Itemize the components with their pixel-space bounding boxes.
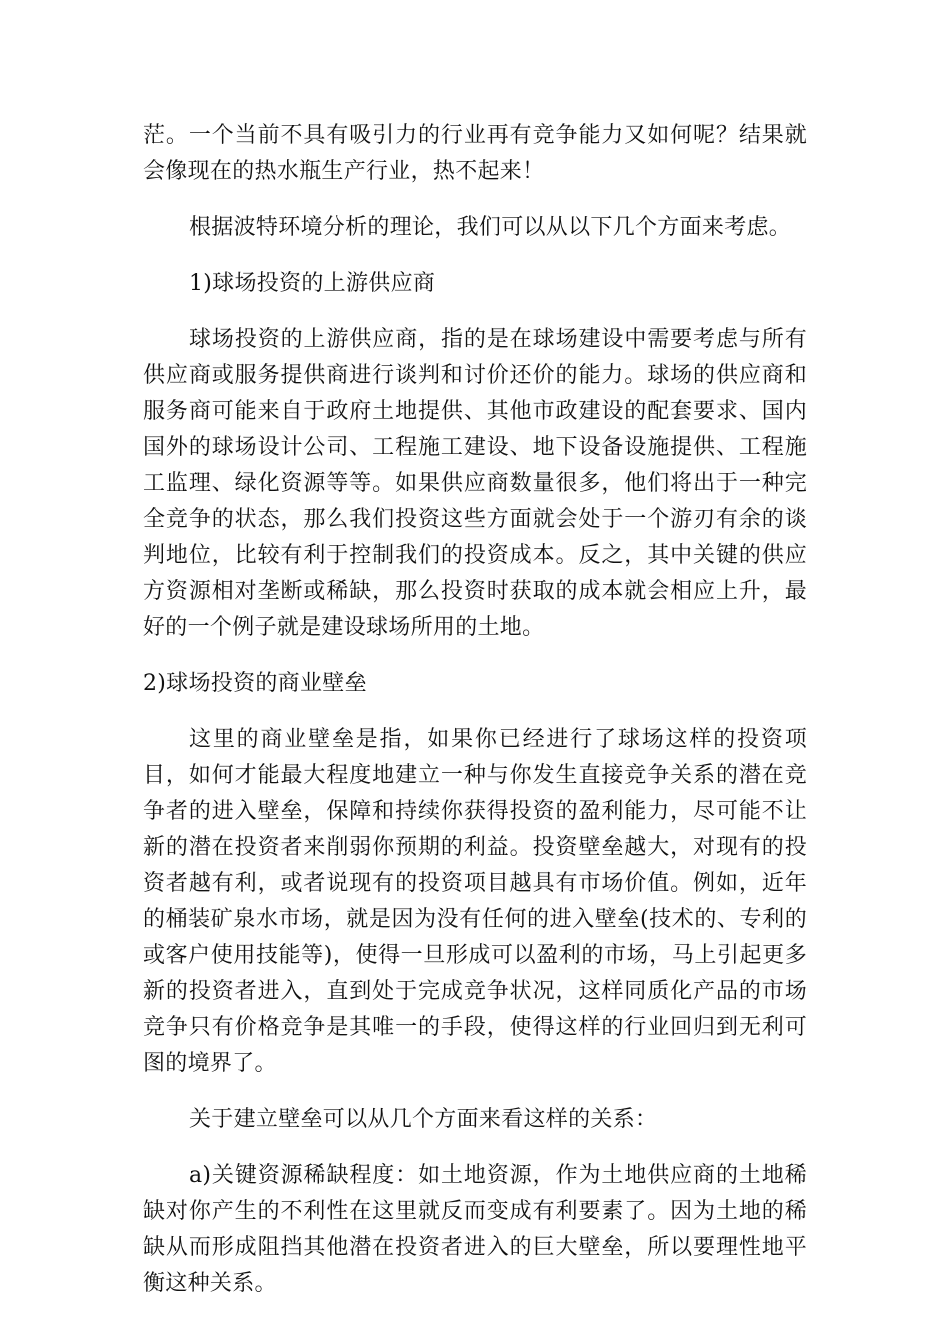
paragraph-key-resource-scarcity: a)关键资源稀缺程度：如土地资源，作为土地供应商的土地稀缺对你产生的不利性在这里就反而变成有利要素了。因为土地的稀缺从而形成阻挡其他潜在投资者进入的巨大壁垒，所以要理性地平衡这种关系。 [143, 1163, 807, 1296]
section-heading-upstream-suppliers: 1)球场投资的上游供应商 [189, 271, 436, 296]
paragraph-barrier-aspects: 关于建立壁垒可以从几个方面来看这样的关系： [189, 1107, 658, 1132]
paragraph-2: 根据波特环境分析的理论，我们可以从以下几个方面来考虑。 [189, 215, 792, 240]
section-heading-business-barriers: 2)球场投资的商业壁垒 [143, 671, 367, 696]
paragraph-1: 茫。一个当前不具有吸引力的行业再有竞争能力又如何呢？结果就会像现在的热水瓶生产行业，热不起来！ [143, 123, 807, 184]
document-page [143, 118, 807, 1322]
paragraph-business-barriers: 这里的商业壁垒是指，如果你已经进行了球场这样的投资项目，如何才能最大程度地建立一种与你发生直接竞争关系的潜在竞争者的进入壁垒，保障和持续你获得投资的盈利能力，尽可能不让新的潜在投资者来削弱你预期的利益。投资壁垒越大，对现有的投资者越有利，或者说现有的投资项目越具有市场价值。例如，近年的桶装矿泉水市场，就是因为没有任何的进入壁垒(技术的、专利的或客户使用技能等)，使得一旦形成可以盈利的市场，马上引起更多新的投资者进入，直到处于完成竞争状况，这样同质化产品的市场竞争只有价格竞争是其唯一的手段，使得这样的行业回归到无利可图的境界了。 [143, 727, 807, 1076]
paragraph-upstream-suppliers: 球场投资的上游供应商，指的是在球场建设中需要考虑与所有供应商或服务提供商进行谈判和讨价还价的能力。球场的供应商和服务商可能来自于政府土地提供、其他市政建设的配套要求、国内国外的球场设计公司、工程施工建设、地下设备设施提供、工程施工监理、绿化资源等等。如果供应商数量很多，他们将出于一种完全竞争的状态，那么我们投资这些方面就会处于一个游刃有余的谈判地位，比较有利于控制我们的投资成本。反之，其中关键的供应方资源相对垄断或稀缺，那么投资时获取的成本就会相应上升，最好的一个例子就是建设球场所用的土地。 [143, 327, 807, 640]
